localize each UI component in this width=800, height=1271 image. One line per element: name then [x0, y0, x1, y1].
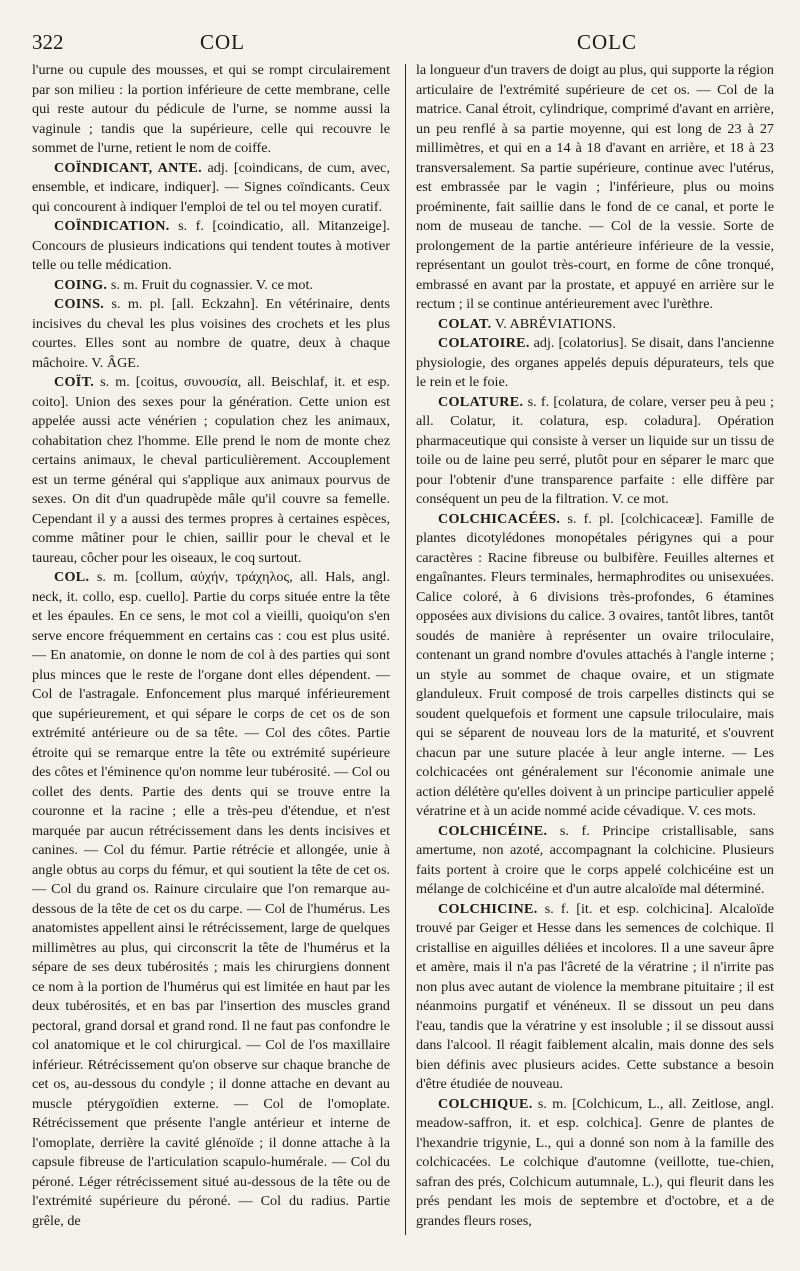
entry-headword: COÏNDICATION.: [54, 218, 170, 234]
entry-body: s. m. pl. [all. Eckzahn]. En vétérinaire, dents incisives du cheval les plus voisines des crochets et les plus courtes. Elles sont au nombre de quatre, deux à chaque mâchoire. V. ÂGE.: [32, 296, 390, 371]
page-header: [32, 30, 772, 60]
dictionary-entry: [32, 276, 390, 296]
dictionary-entry: [416, 1095, 774, 1232]
page-number: 322: [32, 30, 64, 54]
entry-headword: COLAT.: [438, 315, 492, 332]
entry-body: adj. [coindicans, de cum, avec, ensemble, et indicare, indiquer]. — Signes coïndicants. Ceux qui concourent à indiquer l'emploi de tel ou tel moyen curatif.: [32, 159, 390, 215]
left-running-headword: COL: [200, 30, 245, 54]
dictionary-entry: [32, 295, 390, 373]
left-column: [32, 61, 390, 1231]
entry-headword: COINS.: [54, 296, 105, 312]
entry-headword: COLATOIRE.: [438, 335, 530, 351]
entry-headword: COÏT.: [54, 374, 95, 390]
entry-headword: COLATURE.: [438, 393, 524, 410]
dictionary-entry: [32, 159, 390, 218]
entry-body: s. f. pl. [colchicaceæ]. Famille de plantes dicotylédones monopétales périgynes qui a pour caractères : Racine fibreuse ou bulbifère. Feuilles alternes et engaînantes. Fleurs terminales, hermaphrodites ou unisexuées. Calice coloré, à 6 divisions très-profondes, 6 étamines opposées aux divisions du calice. 3 ovaires, tantôt libres, tantôt soudés de manière à représenter un ovaire triloculaire, contenant un grand nombre d'ovules attachés à l'angle interne ; un style au sommet de chaque ovaire, et un stigmate glanduleux. Fruit composé de trois carpelles distincts qui se soudent quelquefois et forment une capsule triloculaire, mais qui se séparent de nouveau lors de la maturité, et s'ouvrent chacun par une suture placée à leur angle interne. — Les colchicacées ont généralement sur l'économie animale une action délétère qu'elles doivent à un principe particulier appelé vératrine et à un acide nommé acide cévadique. V. ces mots.: [416, 510, 774, 819]
dictionary-entry: [416, 822, 774, 900]
entry-body: adj. [colatorius]. Se disait, dans l'ancienne physiologie, des organes appelés depuis dépurateurs, tels que le rein et le foie.: [416, 335, 774, 390]
entry-body: V. ABRÉVIATIONS.: [494, 315, 616, 332]
entry-headword: COL.: [54, 569, 90, 585]
entry-body: s. m. [Colchicum, L., all. Zeitlose, angl. meadow-saffron, it. et esp. colchica]. Genre de plantes de l'hexandrie trigynie, L., qui a donné son nom à la famille des colchicacées. Le colchique d'automne (veillotte, tue-chien, safran des prés, Colchicum autumnale, L.), qui fleurit dans les prés pendant les mois de septembre et d'octobre, et a de grandes fleurs roses,: [416, 1095, 774, 1229]
dictionary-entry: [416, 334, 774, 393]
dictionary-entry: [416, 510, 774, 822]
entry-body: s. m. Fruit du cognassier. V. ce mot.: [110, 276, 313, 293]
dictionary-entry: [32, 373, 390, 568]
entry-body: s. m. [coitus, συνουσία, all. Beischlaf, it. et esp. coito]. Union des sexes pour la génération. Cette union est appelée aussi acte vénérien ; copulation chez les animaux, cohabitation chez l'homme. Elle prend le nom de monte chez certains animaux, le cheval particulièrement. Accouplement est un terme général qui s'applique aux animaux pourvus de sexes. On dit d'un quadrupède mâle qu'il couvre sa femelle. Cependant il y a aussi des termes propres à certaines espèces, comme mâtiner pour le chien, saillir pour le cheval et le taureau, côcher pour les oiseaux, le coq surtout.: [32, 374, 390, 566]
entry-headword: COÏNDICANT, ANTE.: [54, 159, 202, 176]
right-column: [416, 61, 774, 1231]
entry-body: s. f. Principe cristallisable, sans amertume, non azoté, accompagnant la colchicine. Plusieurs faits portent à croire que le corps appelé colchicéine est un mélange de colchicéine et d'un autre alcaloïde mal déterminé.: [416, 822, 774, 897]
entry-headword: COLCHICACÉES.: [438, 510, 561, 527]
dictionary-entry: [32, 568, 390, 1231]
entry-body: s. f. [coindicatio, all. Mitanzeige]. Concours de plusieurs indications qui tendent toutes à motiver telle ou telle médication.: [32, 218, 390, 273]
continuation-paragraph: la longueur d'un travers de doigt au plus, qui supporte la région articulaire de l'extrémité supérieure de cet os. — Col de la matrice. Canal étroit, cylindrique, comprimé d'avant en arrière, un peu renflé à sa partie moyenne, qui est long de 23 à 27 millimètres, et qui en a 14 à 18 d'avant en arrière, et 18 à 23 transversalement. Sa partie supérieure, continue avec l'utérus, est embrassée par le vagin ; l'inférieure, plus ou moins proéminente, fait saillie dans le fond de ce canal, et porte le nom de museau de tanche. — Col de la vessie. Sorte de prolongement de la partie antérieure inférieure de la vessie, représentant un goulot très-court, en forme de cône tronqué, embrassé en avant par la prostate, et appuyé en arrière sur le rectum ; il se continue antérieurement avec l'urèthre.: [416, 62, 774, 312]
dictionary-entry: [416, 393, 774, 510]
continuation-paragraph: l'urne ou cupule des mousses, et qui se rompt circulairement par son milieu : la portion inférieure de cette membrane, celle qui reste autour du pédicule de l'urne, se nomme aussi la vaginule ; tandis que la supérieure, celle qui recouvre le sommet de l'urne, retient le nom de coiffe.: [32, 62, 390, 156]
column-divider: [405, 64, 406, 1235]
entry-headword: COLCHICINE.: [438, 900, 538, 917]
dictionary-entry: [416, 900, 774, 1095]
page-bottom-margin: [0, 1243, 800, 1265]
right-running-headword: COLC: [577, 30, 638, 54]
entry-headword: COLCHIQUE.: [438, 1095, 533, 1112]
entry-body: s. f. [colatura, de colare, verser peu à peu ; all. Colatur, it. colatura, esp. coladura]. Opération pharmaceutique qui consiste à verser un liquide sur un tissu de toile ou de laine peu serré, plutôt pour en séparer le marc que pour l'obtenir d'une transparence parfaite : elle diffère par conséquent un peu de la filtration. V. ce mot.: [416, 393, 774, 507]
entry-headword: COLCHICÉINE.: [438, 822, 548, 839]
entry-headword: COING.: [54, 276, 108, 293]
dictionary-entry: [416, 315, 774, 335]
dictionary-entry: [32, 217, 390, 276]
entry-body: s. m. [collum, αὐχήν, τράχηλος, all. Hals, angl. neck, it. collo, esp. cuello]. Partie du corps située entre la tête et les épaules. En ce sens, le mot col a vieilli, quoiqu'on s'en serve encore fréquemment en certains cas : cou est plus usité. — En anatomie, on donne le nom de col à des parties qui sont plus minces que le reste de l'organe dont elles dépendent. — Col de l'astragale. Enfoncement plus marqué inférieurement que supérieurement, et qui sépare le corps de cet os de son extrémité antérieure ou de sa tête. — Col des côtes. Partie étroite qui se remarque entre la tête ou extrémité supérieure des côtes et l'éminence qu'on nomme leur tubérosité. — Col ou collet des dents. Partie des dents qui se trouve entre la couronne et la racine ; elle a très-peu d'étendue, et n'est marquée par aucun rétrécissement dans les dents incisives et canines. — Col du fémur. Partie rétrécie et allongée, unie à angle obtus au corps du fémur, et qui soutient la tête de cet os. — Col du grand os. Rainure circulaire que l'on remarque au-dessous de la tête de cet os du carpe. — Col de l'humérus. Les anatomistes appellent ainsi le rétrécissement, large de quelques millimètres au plus, qui circonscrit la tête de l'humérus et la sépare de ses deux tubérosités ; mais les chirurgiens donnent ce nom à la portion de l'humérus qui est limitée en haut par les deux tubérosités, et en bas par l'insertion des muscles grand pectoral, grand dorsal et grand rond. Il ne faut pas confondre le col anatomique et le col chirurgical. — Col de l'os maxillaire inférieur. Rétrécissement qu'on observe sur chaque branche de cet os, au-dessous du condyle ; il donne attache en devant au muscle ptérygoïdien externe. — Col de l'omoplate. Rétrécissement que présente l'angle antérieur et interne de l'omoplate, derrière la cavité glénoïde ; il donne attache à la capsule fibreuse de l'articulation scapulo-humérale. — Col du péroné. Léger rétrécissement situé au-dessous de la tête ou de l'extrémité supérieure du péroné. — Col du radius. Partie grêle, de: [32, 569, 390, 1229]
entry-body: s. f. [it. et esp. colchicina]. Alcaloïde trouvé par Geiger et Hesse dans les semences de colchique. Il cristallise en aiguilles déliées et incolores. Il a une saveur âpre et amère, mais il n'a pas l'âcreté de la vératrine ; il n'irrite pas non plus avec autant de violence la membrane pituitaire ; il est néanmoins purgatif et vénéneux. Il se dissout un peu dans l'eau, tandis que la vératrine y est insoluble ; il se dissout aussi dans l'alcool. Il réagit faiblement alcalin, mais donne des sels bien définis avec plusieurs acides. Cette substance a besoin d'être étudiée de nouveau.: [416, 900, 774, 1092]
